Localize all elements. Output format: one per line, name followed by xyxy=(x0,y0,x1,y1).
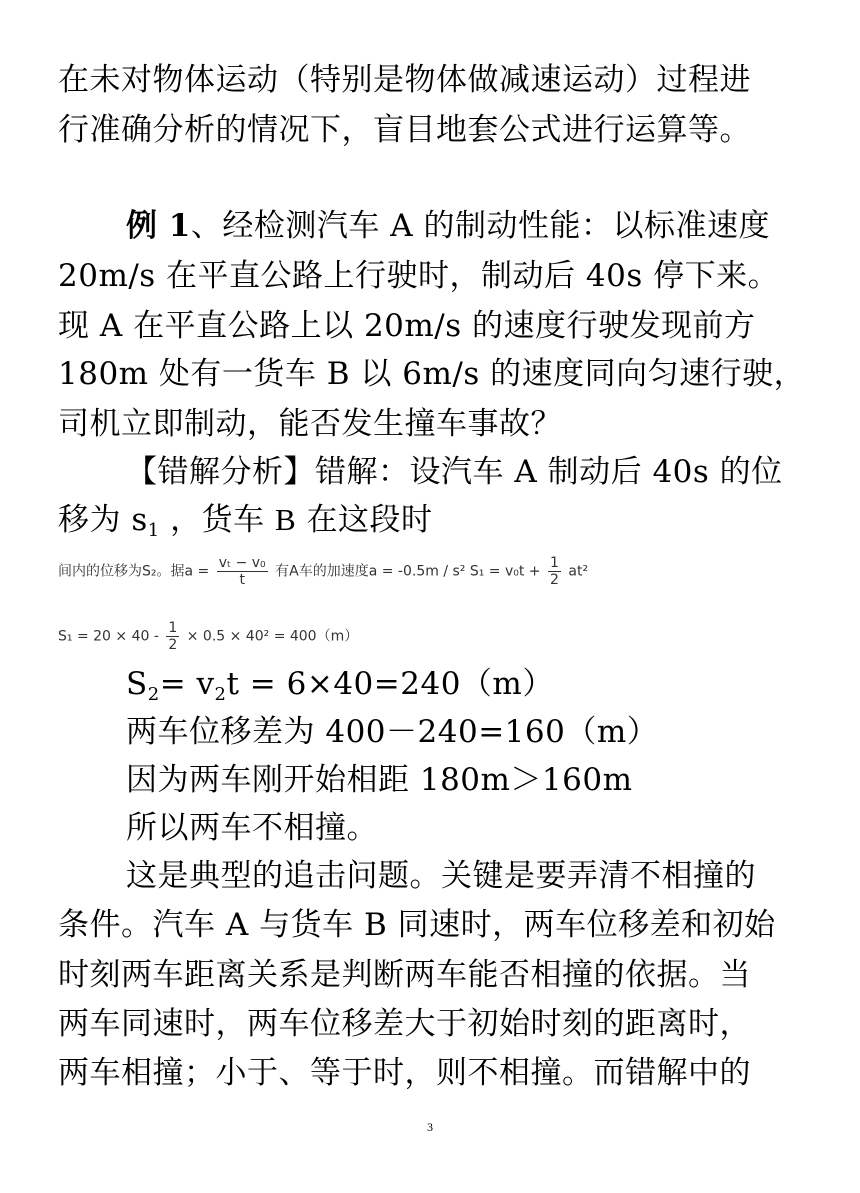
fraction xyxy=(217,555,268,588)
formula-acceleration xyxy=(58,555,588,588)
text-fragment: = v xyxy=(159,666,215,702)
formula-displacement xyxy=(58,620,358,653)
text-line-7: 司机立即制动，能否发生撞车事故？ xyxy=(58,406,562,442)
calc-difference: 两车位移差为 400－240=160（m） xyxy=(126,714,659,750)
text-fragment: 移为 s xyxy=(58,502,148,538)
paragraph-line-1: 这是典型的追击问题。关键是要弄清不相撞的 xyxy=(126,858,756,894)
text-line-9 xyxy=(58,500,810,551)
text-line-5: 现 A 在平直公路上以 20m/s 的速度行驶发现前方 xyxy=(58,308,756,344)
fraction-numerator: 1 xyxy=(168,620,178,636)
subscript: 2 xyxy=(214,684,227,705)
text-fragment: B xyxy=(274,502,297,537)
paragraph-line-2: 条件。汽车 A 与货车 B 同速时，两车位移差和初始 xyxy=(58,907,776,943)
calc-conclusion: 所以两车不相撞。 xyxy=(126,810,378,846)
fraction xyxy=(166,620,179,653)
text-fragment: t = 6×40=240（m） xyxy=(226,666,554,702)
formula-text: × 0.5 × 40² = 400（m） xyxy=(186,628,359,645)
page-number: 3 xyxy=(427,1120,433,1134)
formula-text: 有A车的加速度a = -0.5m / s² S₁ = v₀t + xyxy=(275,563,541,580)
formula-text: S₁ = 20 × 40 - xyxy=(58,628,159,645)
fraction-numerator: 1 xyxy=(550,555,559,571)
example-heading xyxy=(126,206,810,246)
fraction-numerator: vₜ − v₀ xyxy=(218,555,266,571)
fraction-denominator: t xyxy=(239,572,245,588)
paragraph-line-3: 时刻两车距离关系是判断两车能否相撞的依据。当 xyxy=(58,957,751,993)
fraction xyxy=(548,555,561,588)
subscript: 2 xyxy=(147,684,160,705)
paragraph-line-4: 两车同速时，两车位移差大于初始时刻的距离时， xyxy=(58,1006,751,1042)
text-fragment: ，货车 xyxy=(159,502,275,538)
text-line-8: 【错解分析】错解：设汽车 A 制动后 40s 的位 xyxy=(126,454,783,490)
calc-because: 因为两车刚开始相距 180m＞160m xyxy=(126,762,633,798)
formula-text: 间内的位移为S₂。据a = xyxy=(58,563,210,580)
text-fragment: S xyxy=(126,666,148,702)
subscript: 1 xyxy=(147,520,160,541)
text-line-4: 20m/s 在平直公路上行驶时，制动后 40s 停下来。 xyxy=(58,258,780,294)
example-text: 、经检测汽车 A 的制动性能：以标准速度 xyxy=(190,208,770,244)
text-line-6: 180m 处有一货车 B 以 6m/s 的速度同向匀速行驶， xyxy=(58,356,806,392)
fraction-denominator: 2 xyxy=(550,572,559,588)
calc-s2 xyxy=(126,664,810,715)
paragraph-line-5: 两车相撞；小于、等于时，则不相撞。而错解中的 xyxy=(58,1055,751,1091)
fraction-denominator: 2 xyxy=(168,637,178,653)
text-fragment: 在这段时 xyxy=(296,502,433,538)
example-label: 例 1 xyxy=(126,208,191,244)
text-line-1: 在未对物体运动（特别是物体做减速运动）过程进 xyxy=(58,62,751,98)
formula-text: at² xyxy=(568,563,589,580)
text-line-2: 行准确分析的情况下，盲目地套公式进行运算等。 xyxy=(58,112,751,148)
